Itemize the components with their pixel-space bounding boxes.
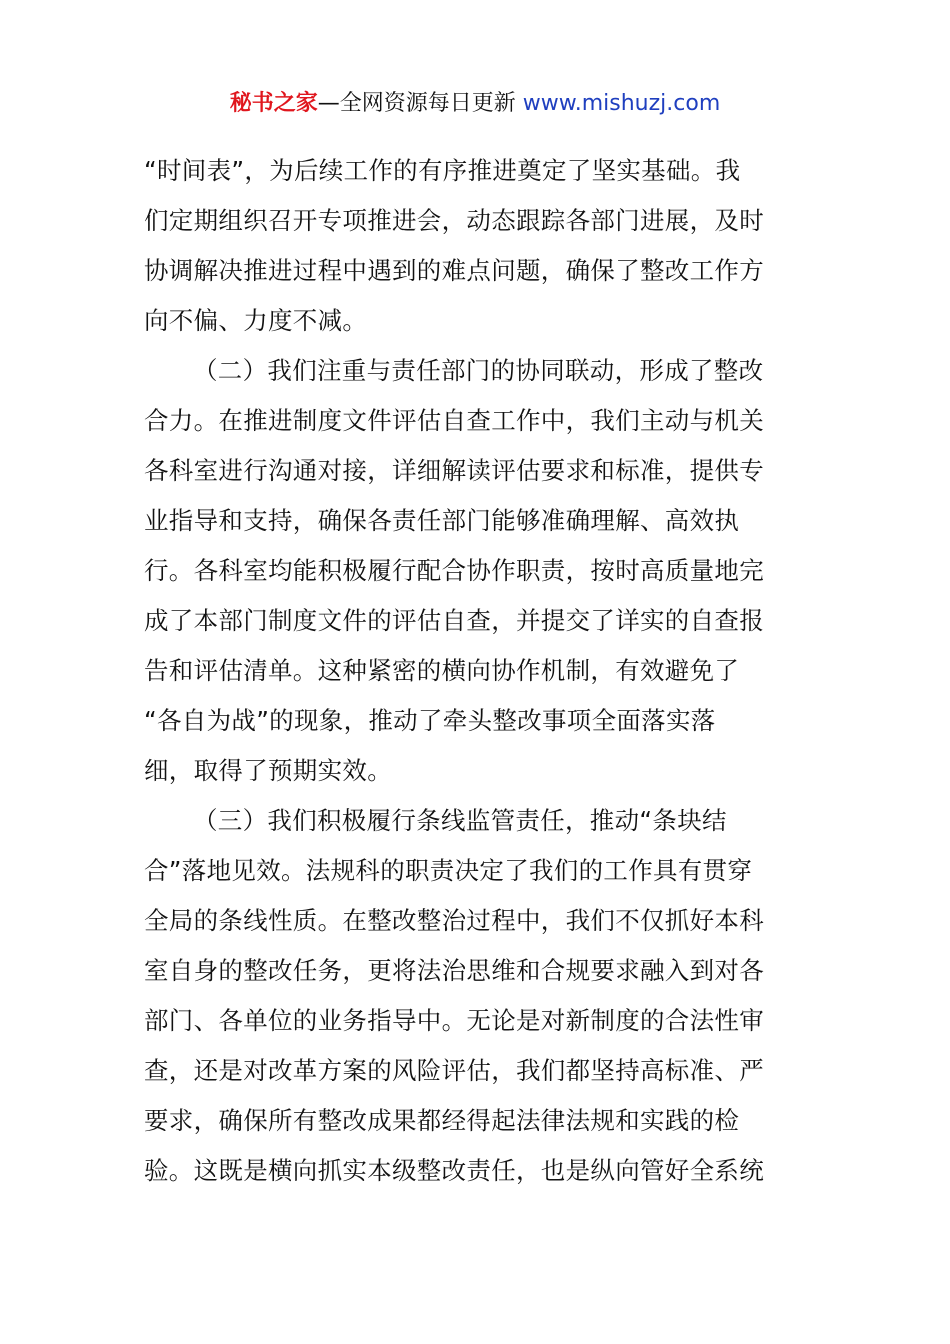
text-line: 协调解决推进过程中遇到的难点问题，确保了整改工作方 <box>144 256 764 285</box>
paragraph-start-line: （三）我们积极履行条线监管责任，推动“条块结 <box>193 806 727 835</box>
text-line: 成了本部门制度文件的评估自查，并提交了详实的自查报 <box>144 606 764 635</box>
text-line: 验。这既是横向抓实本级整改责任，也是纵向管好全系统 <box>144 1156 764 1185</box>
text-line: 向不偏、力度不减。 <box>144 306 368 335</box>
text-line: 合力。在推进制度文件评估自查工作中，我们主动与机关 <box>144 406 764 435</box>
site-url[interactable]: www.mishuzj.com <box>522 91 721 116</box>
text-line: 室自身的整改任务，更将法治思维和合规要求融入到对各 <box>144 956 764 985</box>
text-line: 各科室进行沟通对接，详细解读评估要求和标准，提供专 <box>144 456 764 485</box>
text-line: 业指导和支持，确保各责任部门能够准确理解、高效执 <box>144 506 740 535</box>
text-line: 部门、各单位的业务指导中。无论是对新制度的合法性审 <box>144 1006 764 1035</box>
text-line: 合”落地见效。法规科的职责决定了我们的工作具有贯穿 <box>144 856 753 885</box>
text-line: 细，取得了预期实效。 <box>144 756 392 785</box>
paragraph-start-line: （二）我们注重与责任部门的协同联动，形成了整改 <box>193 356 764 385</box>
brand-name: 秘书之家 <box>229 91 318 116</box>
text-line: 要求，确保所有整改成果都经得起法律法规和实践的检 <box>144 1106 740 1135</box>
text-line: 们定期组织召开专项推进会，动态跟踪各部门进展，及时 <box>144 206 764 235</box>
header-tagline: —全网资源每日更新 <box>317 91 516 116</box>
text-line: “各自为战”的现象，推动了牵头整改事项全面落实落 <box>144 706 716 735</box>
text-line: 查，还是对改革方案的风险评估，我们都坚持高标准、严 <box>144 1056 764 1085</box>
text-line: 行。各科室均能积极履行配合协作职责，按时高质量地完 <box>144 556 764 585</box>
text-line: 全局的条线性质。在整改整治过程中，我们不仅抓好本科 <box>144 906 764 935</box>
document-body <box>144 146 814 1196</box>
text-line: 告和评估清单。这种紧密的横向协作机制，有效避免了 <box>144 656 740 685</box>
page-header <box>0 86 950 122</box>
text-line: “时间表”，为后续工作的有序推进奠定了坚实基础。我 <box>144 156 741 185</box>
